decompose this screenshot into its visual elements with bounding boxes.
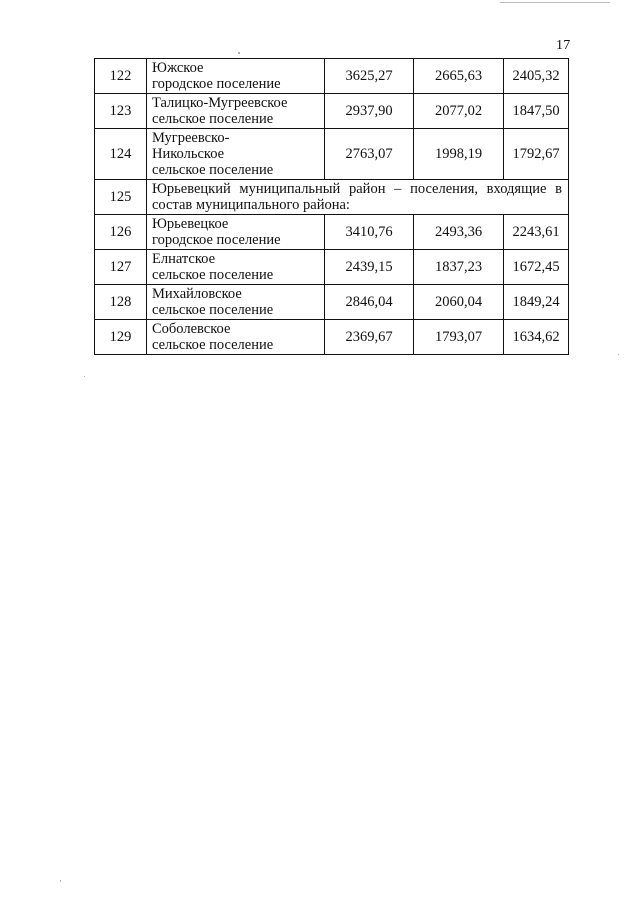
settlement-name-line: Никольское xyxy=(152,146,225,162)
settlement-name-line: Михайловское xyxy=(152,286,242,302)
settlement-name-line: сельское поселение xyxy=(152,162,274,178)
district-heading-line: состав муниципального района: xyxy=(152,197,350,213)
settlement-name-line: сельское поселение xyxy=(152,111,274,127)
value-cell: 2937,90 xyxy=(325,94,414,129)
row-number: 125 xyxy=(95,180,147,215)
settlement-name-line: городское поселение xyxy=(152,232,281,248)
value-cell: 2077,02 xyxy=(414,94,504,129)
settlement-name xyxy=(147,285,325,320)
table-row xyxy=(95,59,569,94)
table-row xyxy=(95,215,569,250)
row-number: 129 xyxy=(95,320,147,355)
value-cell: 2846,04 xyxy=(325,285,414,320)
scan-speck xyxy=(618,354,619,355)
settlement-name xyxy=(147,320,325,355)
value-cell: 1792,67 xyxy=(504,129,569,180)
table-row xyxy=(95,94,569,129)
value-cell: 2243,61 xyxy=(504,215,569,250)
row-number: 122 xyxy=(95,59,147,94)
value-cell: 1672,45 xyxy=(504,250,569,285)
table-row xyxy=(95,250,569,285)
settlement-name xyxy=(147,94,325,129)
settlement-name-line: Талицко-Мугреевское xyxy=(152,95,288,111)
value-cell: 2405,32 xyxy=(504,59,569,94)
value-cell: 1837,23 xyxy=(414,250,504,285)
district-heading xyxy=(147,180,569,215)
value-cell: 2369,67 xyxy=(325,320,414,355)
value-cell: 2665,63 xyxy=(414,59,504,94)
value-cell: 1849,24 xyxy=(504,285,569,320)
value-cell: 1847,50 xyxy=(504,94,569,129)
table-row xyxy=(95,320,569,355)
settlement-name xyxy=(147,250,325,285)
value-cell: 3625,27 xyxy=(325,59,414,94)
settlement-name-line: Елнатское xyxy=(152,251,216,267)
value-cell: 2439,15 xyxy=(325,250,414,285)
value-cell: 2060,04 xyxy=(414,285,504,320)
settlement-name-line: городское поселение xyxy=(152,76,281,92)
settlement-name-line: Южское xyxy=(152,60,204,76)
value-cell: 1998,19 xyxy=(414,129,504,180)
value-cell: 2493,36 xyxy=(414,215,504,250)
value-cell: 1634,62 xyxy=(504,320,569,355)
settlement-name-line: Юрьевецкое xyxy=(152,216,229,232)
scan-speck xyxy=(60,880,61,882)
settlement-name xyxy=(147,129,325,180)
settlements-table xyxy=(94,58,569,355)
value-cell: 3410,76 xyxy=(325,215,414,250)
settlement-name xyxy=(147,59,325,94)
district-heading-line: Юрьевецкий муниципальный район – поселения, входящие в xyxy=(152,181,562,197)
scan-speck xyxy=(238,52,240,54)
scan-speck xyxy=(84,376,85,377)
settlement-name-line: сельское поселение xyxy=(152,337,274,353)
table-row xyxy=(95,180,569,215)
value-cell: 2763,07 xyxy=(325,129,414,180)
settlement-name-line: сельское поселение xyxy=(152,302,274,318)
row-number: 127 xyxy=(95,250,147,285)
settlement-name-line: Мугреевско- xyxy=(152,130,230,146)
value-cell: 1793,07 xyxy=(414,320,504,355)
row-number: 126 xyxy=(95,215,147,250)
settlement-name-line: Соболевское xyxy=(152,321,231,337)
page-number: 17 xyxy=(556,38,571,53)
row-number: 124 xyxy=(95,129,147,180)
table-row xyxy=(95,129,569,180)
row-number: 128 xyxy=(95,285,147,320)
row-number: 123 xyxy=(95,94,147,129)
scan-edge-line xyxy=(500,2,610,3)
settlement-name xyxy=(147,215,325,250)
table-row xyxy=(95,285,569,320)
settlement-name-line: сельское поселение xyxy=(152,267,274,283)
